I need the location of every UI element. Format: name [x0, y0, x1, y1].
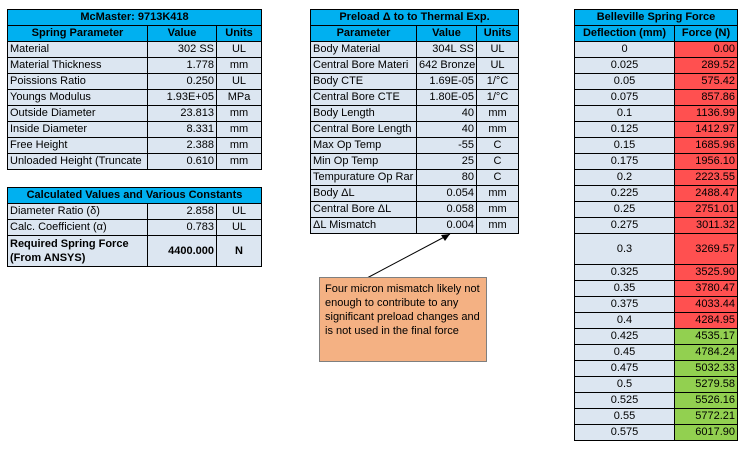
units-cell[interactable]: UL	[217, 220, 262, 236]
preload-header-row	[311, 26, 519, 42]
units-cell[interactable]: 1/°C	[477, 74, 519, 90]
value-cell[interactable]: 0.250	[148, 74, 217, 90]
belleville-row	[575, 90, 738, 106]
preload-row	[311, 58, 519, 74]
force-cell[interactable]: 4033.44	[675, 297, 738, 313]
parameter-cell[interactable]: Min Op Temp	[311, 154, 417, 170]
preload-row	[311, 170, 519, 186]
mcmaster-header-cell[interactable]: Value	[148, 26, 217, 42]
parameter-cell[interactable]: Tempurature Op Rar	[311, 170, 417, 186]
preload-row	[311, 202, 519, 218]
deflection-cell[interactable]: 0.2	[575, 170, 675, 186]
belleville-row	[575, 138, 738, 154]
belleville-row	[575, 297, 738, 313]
preload-header-cell[interactable]: Units	[477, 26, 519, 42]
deflection-cell[interactable]: 0.325	[575, 265, 675, 281]
force-cell[interactable]: 1956.10	[675, 154, 738, 170]
value-cell[interactable]: 1.778	[148, 58, 217, 74]
belleville-row	[575, 170, 738, 186]
preload-row	[311, 106, 519, 122]
units-cell[interactable]: mm	[477, 186, 519, 202]
force-cell[interactable]: 5526.16	[675, 393, 738, 409]
mcmaster-header-cell[interactable]: Spring Parameter	[8, 26, 148, 42]
units-cell[interactable]: mm	[217, 138, 262, 154]
parameter-cell[interactable]: Central Bore ΔL	[311, 202, 417, 218]
value-cell[interactable]: 2.388	[148, 138, 217, 154]
preload-header-cell[interactable]: Parameter	[311, 26, 417, 42]
value-cell[interactable]: -55	[417, 138, 477, 154]
required-force-line2: (From ANSYS)	[10, 252, 86, 264]
force-cell[interactable]: 6017.90	[675, 425, 738, 441]
force-cell[interactable]: 2488.47	[675, 186, 738, 202]
value-cell[interactable]: 0.054	[417, 186, 477, 202]
preload-row	[311, 138, 519, 154]
force-cell[interactable]: 5032.33	[675, 361, 738, 377]
force-cell[interactable]: 1136.99	[675, 106, 738, 122]
preload-header-cell[interactable]: Value	[417, 26, 477, 42]
units-cell[interactable]: 1/°C	[477, 90, 519, 106]
calc-title-cell[interactable]: Calculated Values and Various Constants	[8, 188, 262, 204]
preload-title-cell[interactable]: Preload Δ to to Thermal Exp.	[311, 10, 519, 26]
units-cell[interactable]: mm	[217, 122, 262, 138]
required-force-line1: Required Spring Force	[10, 238, 129, 250]
mismatch-note: Four micron mismatch likely not enough to contribute to any significant preload changes and is not used in the final force	[319, 277, 487, 362]
mcmaster-row	[8, 90, 262, 106]
parameter-cell[interactable]: Material	[8, 42, 148, 58]
deflection-cell[interactable]: 0.25	[575, 202, 675, 218]
deflection-cell[interactable]: 0.15	[575, 138, 675, 154]
belleville-row	[575, 281, 738, 297]
deflection-cell[interactable]: 0.225	[575, 186, 675, 202]
belleville-row	[575, 377, 738, 393]
parameter-cell[interactable]: Central Bore CTE	[311, 90, 417, 106]
units-cell[interactable]: UL	[217, 74, 262, 90]
preload-row	[311, 186, 519, 202]
belleville-row	[575, 154, 738, 170]
parameter-cell[interactable]: Central Bore Materi	[311, 58, 417, 74]
value-cell[interactable]: 1.93E+05	[148, 90, 217, 106]
belleville-row	[575, 218, 738, 234]
deflection-cell[interactable]: 0.5	[575, 377, 675, 393]
deflection-cell[interactable]: 0.075	[575, 90, 675, 106]
deflection-cell[interactable]: 0.525	[575, 393, 675, 409]
preload-row	[311, 90, 519, 106]
belleville-force-table	[574, 9, 738, 441]
parameter-cell[interactable]: Central Bore Length	[311, 122, 417, 138]
force-cell[interactable]: 3269.57	[675, 234, 738, 265]
units-cell[interactable]: UL	[477, 42, 519, 58]
units-cell[interactable]: UL	[477, 58, 519, 74]
mcmaster-header-cell[interactable]: Units	[217, 26, 262, 42]
value-cell[interactable]: 302 SS	[148, 42, 217, 58]
belleville-header-cell[interactable]: Deflection (mm)	[575, 26, 675, 42]
mcmaster-row	[8, 122, 262, 138]
value-cell[interactable]: 642 Bronze	[417, 58, 477, 74]
deflection-cell[interactable]: 0.35	[575, 281, 675, 297]
preload-row	[311, 218, 519, 234]
parameter-cell[interactable]: Body CTE	[311, 74, 417, 90]
value-cell[interactable]: 8.331	[148, 122, 217, 138]
belleville-row	[575, 409, 738, 425]
preload-row	[311, 122, 519, 138]
force-cell[interactable]: 3011.32	[675, 218, 738, 234]
belleville-row	[575, 345, 738, 361]
mcmaster-row	[8, 58, 262, 74]
value-cell[interactable]: 25	[417, 154, 477, 170]
force-cell[interactable]: 0.00	[675, 42, 738, 58]
units-cell[interactable]: mm	[477, 122, 519, 138]
units-cell[interactable]: UL	[217, 204, 262, 220]
force-cell[interactable]: 5772.21	[675, 409, 738, 425]
belleville-header-row	[575, 26, 738, 42]
value-cell[interactable]: 0.004	[417, 218, 477, 234]
mcmaster-row	[8, 106, 262, 122]
belleville-row	[575, 106, 738, 122]
units-cell[interactable]: C	[477, 138, 519, 154]
parameter-cell[interactable]: Calc. Coefficient (α)	[8, 220, 148, 236]
deflection-cell[interactable]: 0.05	[575, 74, 675, 90]
force-cell[interactable]: 1412.97	[675, 122, 738, 138]
belleville-row	[575, 122, 738, 138]
calculated-values-table	[7, 187, 262, 267]
mcmaster-row	[8, 74, 262, 90]
belleville-row	[575, 74, 738, 90]
belleville-title-cell[interactable]: Belleville Spring Force	[575, 10, 738, 26]
required-force-label[interactable]	[8, 236, 148, 267]
force-cell[interactable]: 857.86	[675, 90, 738, 106]
force-cell[interactable]: 5279.58	[675, 377, 738, 393]
deflection-cell[interactable]: 0.4	[575, 313, 675, 329]
belleville-row	[575, 202, 738, 218]
parameter-cell[interactable]: Outside Diameter	[8, 106, 148, 122]
belleville-row	[575, 58, 738, 74]
required-force-value[interactable]: 4400.000	[148, 236, 217, 267]
value-cell[interactable]: 80	[417, 170, 477, 186]
belleville-row	[575, 425, 738, 441]
deflection-cell[interactable]: 0.375	[575, 297, 675, 313]
deflection-cell[interactable]: 0.45	[575, 345, 675, 361]
deflection-cell[interactable]: 0.125	[575, 122, 675, 138]
value-cell[interactable]: 0.610	[148, 154, 217, 170]
mcmaster-table	[7, 9, 262, 170]
deflection-cell[interactable]: 0.55	[575, 409, 675, 425]
value-cell[interactable]: 2.858	[148, 204, 217, 220]
force-cell[interactable]: 4784.24	[675, 345, 738, 361]
deflection-cell[interactable]: 0.025	[575, 58, 675, 74]
deflection-cell[interactable]: 0.275	[575, 218, 675, 234]
belleville-title-row	[575, 10, 738, 26]
force-cell[interactable]: 4535.17	[675, 329, 738, 345]
preload-row	[311, 74, 519, 90]
deflection-cell[interactable]: 0.575	[575, 425, 675, 441]
units-cell[interactable]: mm	[217, 154, 262, 170]
value-cell[interactable]: 40	[417, 122, 477, 138]
calc-row	[8, 204, 262, 220]
deflection-cell[interactable]: 0.425	[575, 329, 675, 345]
units-cell[interactable]: UL	[217, 42, 262, 58]
value-cell[interactable]: 1.80E-05	[417, 90, 477, 106]
mcmaster-row	[8, 42, 262, 58]
parameter-cell[interactable]: Body Material	[311, 42, 417, 58]
value-cell[interactable]: 0.058	[417, 202, 477, 218]
units-cell[interactable]: mm	[477, 106, 519, 122]
mcmaster-title-row	[8, 10, 262, 26]
belleville-row	[575, 42, 738, 58]
value-cell[interactable]: 40	[417, 106, 477, 122]
force-cell[interactable]: 3780.47	[675, 281, 738, 297]
belleville-row	[575, 265, 738, 281]
required-force-unit[interactable]: N	[217, 236, 262, 267]
mcmaster-header-row	[8, 26, 262, 42]
force-cell[interactable]: 1685.96	[675, 138, 738, 154]
force-cell[interactable]: 2751.01	[675, 202, 738, 218]
units-cell[interactable]: C	[477, 154, 519, 170]
value-cell[interactable]: 304L SS	[417, 42, 477, 58]
parameter-cell[interactable]: ΔL Mismatch	[311, 218, 417, 234]
parameter-cell[interactable]: Diameter Ratio (δ)	[8, 204, 148, 220]
units-cell[interactable]: mm	[217, 106, 262, 122]
parameter-cell[interactable]: Poissions Ratio	[8, 74, 148, 90]
units-cell[interactable]: mm	[477, 202, 519, 218]
belleville-row	[575, 186, 738, 202]
units-cell[interactable]: C	[477, 170, 519, 186]
parameter-cell[interactable]: Body ΔL	[311, 186, 417, 202]
preload-title-row	[311, 10, 519, 26]
belleville-row	[575, 313, 738, 329]
deflection-cell[interactable]: 0.3	[575, 234, 675, 265]
force-cell[interactable]: 4284.95	[675, 313, 738, 329]
belleville-header-cell[interactable]: Force (N)	[675, 26, 738, 42]
units-cell[interactable]: mm	[477, 218, 519, 234]
belleville-row	[575, 393, 738, 409]
parameter-cell[interactable]: Unloaded Height (Truncate	[8, 154, 148, 170]
parameter-cell[interactable]: Free Height	[8, 138, 148, 154]
deflection-cell[interactable]: 0.475	[575, 361, 675, 377]
force-cell[interactable]: 2223.55	[675, 170, 738, 186]
units-cell[interactable]: mm	[217, 58, 262, 74]
required-force-row	[8, 236, 262, 267]
force-cell[interactable]: 289.52	[675, 58, 738, 74]
parameter-cell[interactable]: Inside Diameter	[8, 122, 148, 138]
preload-row	[311, 154, 519, 170]
calc-title-row	[8, 188, 262, 204]
mcmaster-row	[8, 154, 262, 170]
parameter-cell[interactable]: Youngs Modulus	[8, 90, 148, 106]
deflection-cell[interactable]: 0.1	[575, 106, 675, 122]
preload-table	[310, 9, 519, 234]
value-cell[interactable]: 23.813	[148, 106, 217, 122]
deflection-cell[interactable]: 0.175	[575, 154, 675, 170]
belleville-row	[575, 361, 738, 377]
force-cell[interactable]: 575.42	[675, 74, 738, 90]
belleville-row	[575, 234, 738, 265]
calc-row	[8, 220, 262, 236]
units-cell[interactable]: MPa	[217, 90, 262, 106]
belleville-row	[575, 329, 738, 345]
force-cell[interactable]: 3525.90	[675, 265, 738, 281]
deflection-cell[interactable]: 0	[575, 42, 675, 58]
value-cell[interactable]: 1.69E-05	[417, 74, 477, 90]
preload-row	[311, 42, 519, 58]
mcmaster-title-cell[interactable]: McMaster: 9713K418	[8, 10, 262, 26]
parameter-cell[interactable]: Material Thickness	[8, 58, 148, 74]
parameter-cell[interactable]: Max Op Temp	[311, 138, 417, 154]
mcmaster-row	[8, 138, 262, 154]
parameter-cell[interactable]: Body Length	[311, 106, 417, 122]
value-cell[interactable]: 0.783	[148, 220, 217, 236]
